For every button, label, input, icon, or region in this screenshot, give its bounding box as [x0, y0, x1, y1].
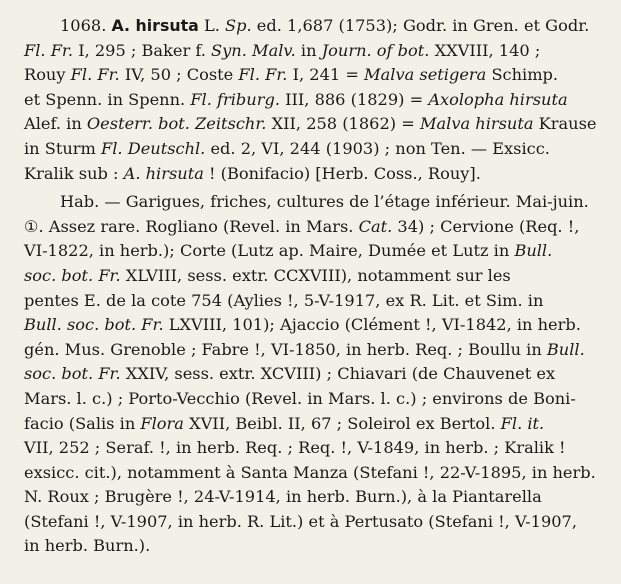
text-segment: XLVIII, sess. extr. CCXVIII), notamment sur les: [120, 265, 511, 285]
text-segment: XXIV, sess. extr. XCVIII) ; Chiavari (de Chauvenet ex: [120, 364, 556, 384]
text-segment: XII, 258 (1862) =: [266, 114, 420, 134]
habitat-line: [24, 215, 607, 240]
italic-text: Malva hirsuta: [419, 114, 534, 134]
habitat-line: [24, 461, 607, 486]
text-segment: VI-1822, in herb.); Corte (Lutz ap. Maire, Dumée et Lutz in: [24, 241, 515, 261]
italic-text: Bull. soc. bot. Fr.: [24, 315, 164, 335]
italic-text: Journ. of bot.: [321, 40, 430, 60]
habitat-line: [24, 239, 607, 264]
habitat-line: [24, 510, 607, 535]
italic-text: soc. bot. Fr.: [24, 364, 121, 384]
habitat-line: [24, 313, 607, 338]
habitat-line: [24, 338, 607, 363]
italic-text: Fl. Fr.: [24, 40, 74, 60]
italic-text: Bull.: [514, 241, 553, 261]
text-segment: ed. 1,687 (1753); Godr. in Gren. et Godr.: [251, 16, 590, 35]
species-entry: [24, 14, 607, 186]
italic-text: Axolopha hirsuta: [428, 89, 568, 109]
habitat-line: [24, 436, 607, 461]
text-segment: Rouy: [24, 65, 71, 85]
italic-text: Oesterr. bot. Zeitschr.: [86, 114, 267, 134]
italic-text: Sp.: [225, 16, 252, 35]
text-segment: facio (Salis in: [24, 413, 141, 433]
italic-text: Bull.: [546, 339, 585, 359]
italic-text: Flora: [140, 413, 184, 433]
text-segment: Alef. in: [24, 114, 87, 134]
italic-text: A. hirsuta: [123, 163, 204, 183]
text-segment: Hab. — Garigues, friches, cultures de l’étage inférieur. Mai-juin.: [60, 192, 589, 212]
text-segment: N. Roux ; Brugère !, 24-V-1914, in herb. Burn.), à la Piantarella: [24, 487, 542, 507]
text-segment: et Spenn. in Spenn.: [24, 89, 191, 109]
text-segment: LXVIII, 101); Ajaccio (Clément !, VI-1842, in herb.: [163, 315, 581, 335]
species-name: A. hirsuta: [111, 16, 199, 35]
italic-text: soc. bot. Fr.: [24, 265, 121, 285]
text-segment: in herb. Burn.).: [24, 536, 151, 556]
habitat-line: [24, 190, 607, 215]
italic-text: Fl. it.: [500, 413, 545, 433]
text-segment: L.: [204, 16, 226, 35]
habitat-line: [24, 387, 607, 412]
habitat-line: [24, 362, 607, 387]
italic-text: Fl. friburg.: [190, 89, 280, 109]
italic-text: Fl. Deutschl.: [101, 138, 206, 158]
italic-text: Malva setigera: [364, 65, 487, 85]
entry-line: [24, 63, 607, 88]
text-segment: XXVIII, 140 ;: [429, 40, 541, 60]
habitat-line: [24, 534, 607, 559]
entry-number: 1068.: [60, 16, 107, 35]
italic-text: Cat.: [358, 216, 393, 236]
italic-text: Fl. Fr.: [238, 65, 288, 85]
habitat-line: [24, 264, 607, 289]
entry-line: [24, 39, 607, 64]
italic-text: Fl. Fr.: [70, 65, 120, 85]
italic-text: Syn. Malv.: [211, 40, 296, 60]
text-segment: in: [295, 40, 322, 60]
entry-line: [24, 112, 607, 137]
text-segment: ! (Bonifacio) [Herb. Coss., Rouy].: [203, 163, 481, 183]
text-segment: (Stefani !, V-1907, in herb. R. Lit.) et à Pertusato (Stefani !, V-1907,: [24, 511, 577, 531]
text-segment: ed. 2, VI, 244 (1903) ; non Ten. — Exsicc.: [205, 138, 550, 158]
entry-line: [24, 88, 607, 113]
text-segment: Krause: [533, 114, 597, 134]
habitat-line: [24, 485, 607, 510]
text-segment: pentes E. de la cote 754 (Aylies !, 5-V-1917, ex R. Lit. et Sim. in: [24, 290, 544, 310]
habitat-paragraph: [24, 190, 607, 559]
text-segment: 34) ; Cervione (Req. !,: [392, 216, 580, 236]
text-segment: III, 886 (1829) =: [279, 89, 429, 109]
text-segment: Mars. l. c.) ; Porto-Vecchio (Revel. in Mars. l. c.) ; environs de Boni-: [24, 388, 576, 408]
text-segment: Kralik sub :: [24, 163, 124, 183]
text-segment: I, 295 ; Baker f.: [73, 40, 212, 60]
text-segment: gén. Mus. Grenoble ; Fabre !, VI-1850, in herb. Req. ; Boullu in: [24, 339, 547, 359]
text-segment: ①. Assez rare. Rogliano (Revel. in Mars.: [24, 216, 359, 236]
entry-line-1: [24, 14, 607, 39]
text-segment: Schimp.: [486, 65, 559, 85]
entry-line: [24, 137, 607, 162]
text-segment: IV, 50 ; Coste: [119, 65, 239, 85]
text-segment: exsicc. cit.), notamment à Santa Manza (Stefani !, 22-V-1895, in herb.: [24, 462, 596, 482]
text-segment: XVII, Beibl. II, 67 ; Soleirol ex Bertol.: [183, 413, 501, 433]
text-segment: I, 241 =: [287, 65, 365, 85]
habitat-line: [24, 289, 607, 314]
text-segment: VII, 252 ; Seraf. !, in herb. Req. ; Req. !, V-1849, in herb. ; Kralik !: [24, 438, 566, 458]
text-segment: in Sturm: [24, 138, 102, 158]
entry-line: [24, 162, 607, 187]
habitat-line: [24, 412, 607, 437]
